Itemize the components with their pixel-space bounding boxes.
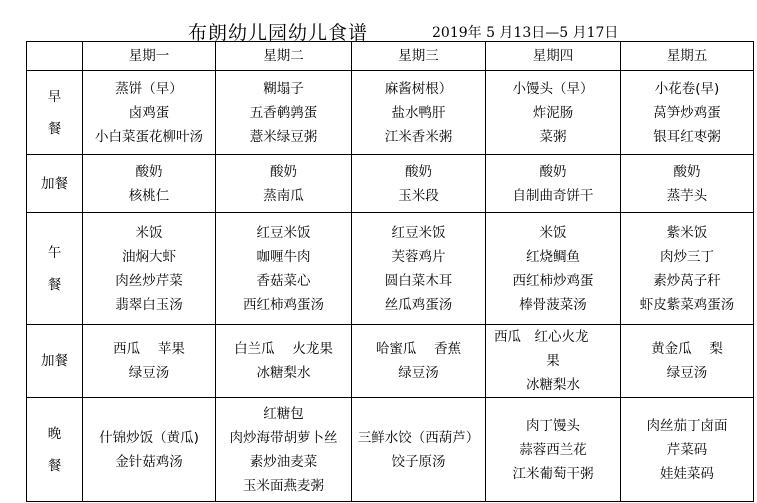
dish: 果 (546, 353, 560, 369)
dish: 核桃仁 (128, 187, 170, 204)
menu-cell (621, 398, 754, 502)
dish: 肉丝茄丁卤面 (646, 417, 728, 434)
dish: 肉丁馒头 (526, 417, 580, 434)
day-header: 星期一 (83, 42, 216, 71)
dish: 西瓜 红心火龙 (494, 329, 589, 345)
dish: 金针菇鸡汤 (115, 453, 183, 470)
dish: 绿豆汤 (398, 365, 439, 381)
day-header: 星期四 (486, 42, 621, 71)
dinner-row (27, 398, 754, 502)
dish: 西红柿鸡蛋汤 (243, 296, 324, 313)
dish: 芹菜码 (666, 441, 708, 458)
dish: 酸奶 (270, 163, 297, 180)
menu-cell (352, 155, 486, 213)
dish: 卤鸡蛋 (128, 104, 170, 121)
dish: 银耳红枣粥 (653, 128, 721, 145)
dish: 莴笋炒鸡蛋 (653, 104, 721, 121)
meal-label-char: 餐 (47, 120, 62, 137)
menu-cell (621, 325, 754, 398)
dish: 冰糖梨水 (256, 365, 311, 381)
menu-cell (83, 398, 216, 502)
dish: 西瓜 苹果 (113, 341, 185, 357)
meal-label-char: 晚 (47, 425, 62, 442)
menu-cell (83, 325, 216, 398)
menu-cell (621, 71, 754, 155)
dish: 酸奶 (405, 163, 432, 180)
dish: 肉丝炒芹菜 (115, 272, 183, 289)
meal-label-snack: 加餐 (27, 325, 83, 398)
header-row (27, 42, 754, 71)
menu-cell (83, 155, 216, 213)
dish: 红糖包 (263, 405, 304, 422)
menu-cell (486, 155, 621, 213)
dish: 娃娃菜码 (660, 465, 714, 482)
dish: 小花卷(早) (654, 80, 720, 97)
meal-label-snack: 加餐 (27, 155, 83, 213)
dish: 咖喱牛肉 (256, 248, 311, 265)
lunch-row (27, 213, 754, 325)
dish: 蒜蓉西兰花 (519, 441, 587, 458)
dish: 蒸南瓜 (263, 187, 304, 204)
dish: 薏米绿豆粥 (249, 128, 318, 145)
meal-label-lunch (27, 213, 83, 325)
meal-label-char: 午 (47, 244, 62, 261)
meal-label-breakfast (27, 71, 83, 155)
dish: 白兰瓜 火龙果 (234, 341, 333, 357)
dish: 黄金瓜 梨 (651, 341, 723, 357)
dish: 蒸芋头 (666, 187, 708, 204)
menu-cell (216, 325, 352, 398)
meal-label-char: 早 (47, 88, 62, 105)
dish: 盐水鸭肝 (391, 104, 446, 121)
menu-cell (621, 213, 754, 325)
day-header: 星期二 (216, 42, 352, 71)
snack-row-afternoon (27, 325, 754, 398)
dish: 虾皮紫菜鸡蛋汤 (639, 296, 735, 313)
dish: 油焖大虾 (122, 248, 176, 265)
dish: 西红柿炒鸡蛋 (512, 272, 594, 289)
meal-label-char: 餐 (47, 457, 62, 474)
dish: 三鲜水饺（西葫芦） (357, 429, 480, 446)
menu-cell (216, 213, 352, 325)
date-range: 2019年 5 月13日—5 月17日 (432, 25, 619, 41)
menu-cell (352, 71, 486, 155)
dish: 小馒头（早） (512, 80, 594, 97)
dish: 饺子原汤 (391, 453, 446, 470)
dish: 红烧鲷鱼 (526, 248, 580, 265)
dish: 糊塌子 (263, 80, 304, 97)
dish: 五香鹌鹑蛋 (249, 104, 318, 121)
dish: 酸奶 (135, 163, 163, 180)
dish: 米饭 (539, 224, 567, 241)
dish: 蒸饼（早） (115, 80, 183, 97)
dish: 小白菜蛋花柳叶汤 (95, 128, 203, 145)
dish: 玉米面燕麦粥 (243, 477, 324, 494)
day-header: 星期三 (352, 42, 486, 71)
dish: 江米香米粥 (384, 128, 453, 145)
menu-cell (486, 213, 621, 325)
dish: 翡翠白玉汤 (115, 296, 183, 313)
dish: 红豆米饭 (391, 224, 446, 241)
dish: 红豆米饭 (256, 224, 311, 241)
dish: 哈蜜瓜 香蕉 (375, 341, 462, 357)
dish: 绿豆汤 (128, 365, 170, 381)
menu-title: 布朗幼儿园幼儿食谱 (188, 22, 369, 44)
dish: 素炒油麦菜 (249, 453, 318, 470)
dish: 菜粥 (539, 128, 567, 145)
dish: 肉炒海带胡萝卜丝 (229, 429, 338, 446)
menu-cell (352, 213, 486, 325)
menu-cell (486, 398, 621, 502)
dish: 米饭 (135, 224, 163, 241)
menu-cell (216, 398, 352, 502)
dish: 冰糖梨水 (526, 377, 580, 393)
meal-label-char: 餐 (47, 276, 62, 293)
dish: 素炒莴子秆 (653, 272, 721, 289)
menu-cell (83, 71, 216, 155)
dish: 麻酱树根） (384, 80, 453, 97)
weekly-menu-table (26, 41, 754, 502)
menu-cell (216, 155, 352, 213)
day-header: 星期五 (621, 42, 754, 71)
dish: 丝瓜鸡蛋汤 (384, 296, 453, 313)
menu-cell (486, 325, 621, 398)
menu-cell (352, 325, 486, 398)
dish: 炸泥肠 (532, 104, 574, 121)
dish: 酸奶 (539, 163, 567, 180)
menu-cell (352, 398, 486, 502)
dish: 棒骨菠菜汤 (519, 296, 587, 313)
dish: 香菇菜心 (256, 272, 311, 289)
dish: 玉米段 (398, 187, 439, 204)
dish: 肉炒三丁 (660, 248, 714, 265)
snack-row-morning (27, 155, 754, 213)
menu-cell (83, 213, 216, 325)
breakfast-row (27, 71, 754, 155)
dish: 芙蓉鸡片 (391, 248, 446, 265)
menu-cell (216, 71, 352, 155)
dish: 酸奶 (673, 163, 701, 180)
dish: 紫米饭 (666, 224, 708, 241)
menu-cell (621, 155, 754, 213)
corner-cell (27, 42, 83, 71)
dish: 圆白菜木耳 (384, 272, 453, 289)
menu-cell (486, 71, 621, 155)
meal-label-dinner (27, 398, 83, 502)
dish: 自制曲奇饼干 (512, 187, 594, 204)
dish: 江米葡萄干粥 (512, 465, 594, 482)
dish: 什锦炒饭（黄瓜) (99, 429, 199, 446)
dish: 绿豆汤 (666, 365, 708, 381)
